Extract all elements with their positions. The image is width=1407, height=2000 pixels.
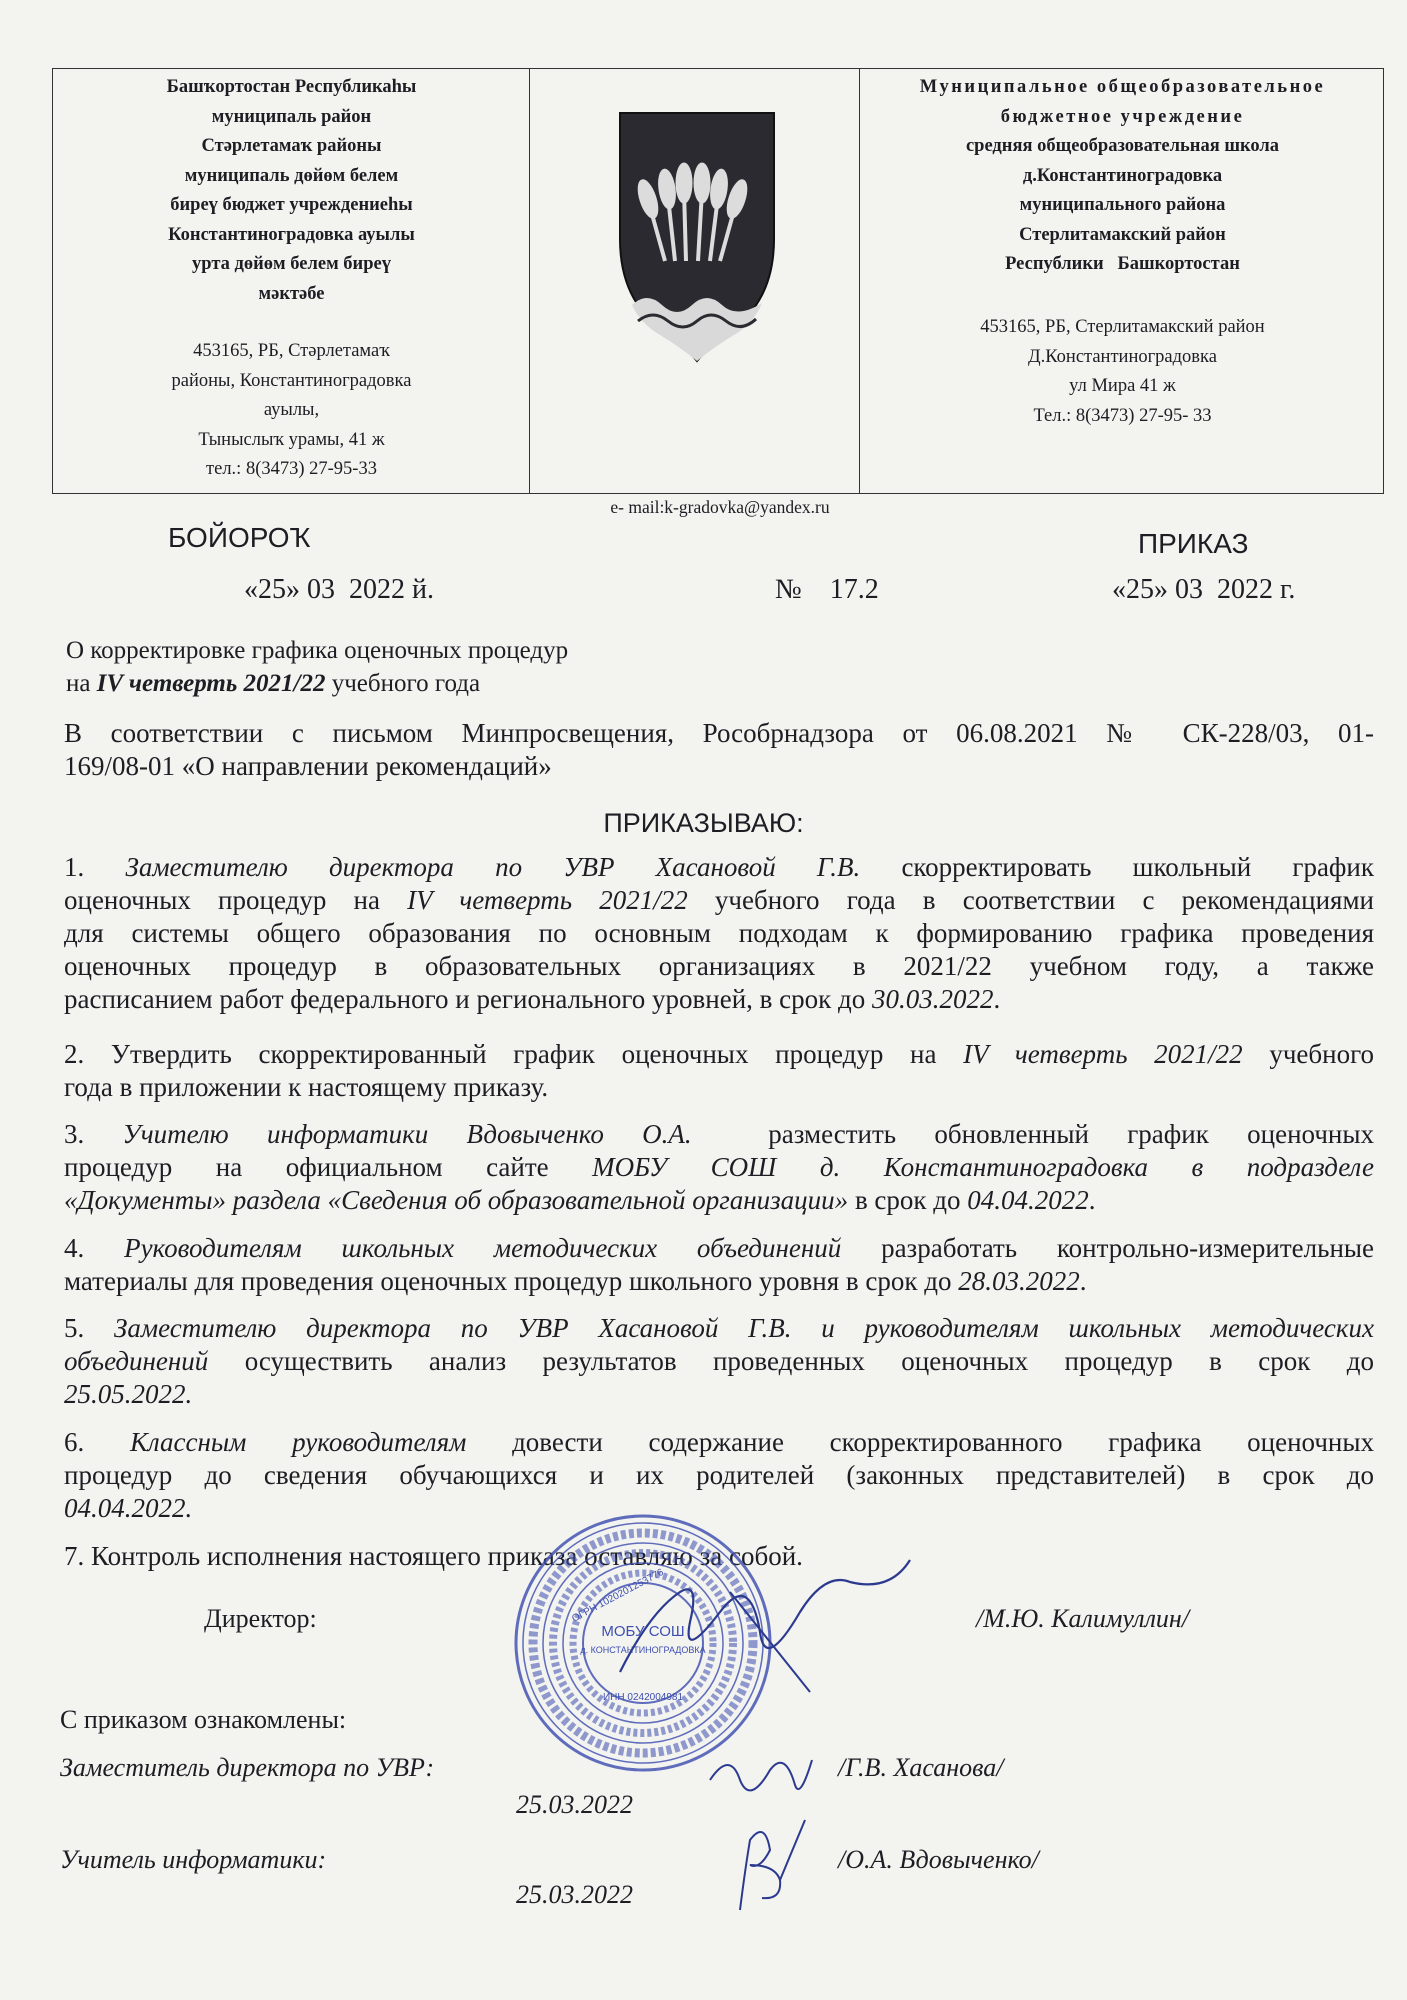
item-number: 1. xyxy=(64,852,126,882)
acquainted-heading: С приказом ознакомлены: xyxy=(60,1705,347,1734)
address-line: Тыныслыҡ урамы, 41 ж xyxy=(198,429,385,450)
deputy-label: Заместитель директора по УВР: xyxy=(60,1753,435,1782)
item-line xyxy=(64,1038,1374,1071)
item-line xyxy=(64,1345,1374,1378)
address-line: тел.: 8(3473) 27-95-33 xyxy=(206,459,377,479)
item-number: 3. xyxy=(64,1119,123,1149)
order-subject xyxy=(66,634,568,700)
letterhead-line: урта дөйөм белем биреү xyxy=(192,254,391,274)
item-line xyxy=(64,1232,1374,1265)
item-text: осуществить анализ результатов проведенных оценочных процедур в срок до xyxy=(208,1346,1374,1376)
item-line xyxy=(64,1118,1374,1151)
item-text: материалы для проведения оценочных процедур школьного уровня в срок до xyxy=(64,1266,959,1296)
item-period: IV четверть 2021/22 xyxy=(407,885,688,915)
item-text: довести содержание скорректированного графика оценочных xyxy=(466,1427,1375,1457)
subject-line: О корректировке графика оценочных процедур xyxy=(66,637,569,664)
subject-line xyxy=(66,667,568,700)
item-line xyxy=(64,1184,1374,1217)
director-signature xyxy=(610,1552,930,1702)
letterhead-emblem-cell xyxy=(530,69,860,493)
order-item-1 xyxy=(64,851,1374,1016)
order-item-2 xyxy=(64,1038,1374,1104)
item-line: оценочных процедур в образовательных организациях в 2021/22 учебном году, а также xyxy=(64,951,1374,981)
item-text: учебного xyxy=(1242,1039,1374,1069)
teacher-signature xyxy=(720,1810,820,1920)
item-line xyxy=(64,884,1374,917)
item-number: 6. xyxy=(64,1427,130,1457)
address-line: 453165, РБ, Стәрлетамаҡ xyxy=(193,341,390,361)
item-deadline: 04.04.2022 xyxy=(967,1185,1089,1215)
address-line: ауылы, xyxy=(263,400,320,420)
letterhead-line: муниципаль район xyxy=(211,106,372,127)
letterhead-line: Стерлитамакский район xyxy=(1019,224,1226,245)
address-line: Тел.: 8(3473) 27-95- 33 xyxy=(1033,405,1212,426)
deputy-signature xyxy=(700,1740,820,1810)
subject-text: на xyxy=(66,670,97,697)
seal-ogrn: ОГРН 1020201253776 xyxy=(570,1566,666,1625)
order-date-ru: «25» 03 2022 г. xyxy=(1112,574,1296,605)
preamble xyxy=(64,717,1374,783)
item-line xyxy=(64,1151,1374,1184)
item-responsible: Классным руководителям xyxy=(129,1427,467,1457)
letterhead-line: средняя общеобразовательная школа xyxy=(965,136,1280,156)
order-number: № 17.2 xyxy=(775,574,879,605)
item-text: . xyxy=(993,984,1001,1014)
order-item-4 xyxy=(64,1232,1374,1298)
teacher-date: 25.03.2022 xyxy=(516,1880,633,1909)
item-line xyxy=(64,1312,1374,1345)
address-line: Д.Константиноградовка xyxy=(1028,346,1217,367)
teacher-label: Учитель информатики: xyxy=(60,1845,327,1874)
letterhead-right-org xyxy=(860,73,1385,280)
item-deadline: 04.04.2022. xyxy=(64,1493,193,1523)
letterhead-left-org xyxy=(53,73,530,309)
letterhead-line: муниципаль дөйөм белем xyxy=(184,165,399,186)
item-number: 5. xyxy=(64,1313,114,1343)
item-text: процедур на официальном сайте xyxy=(64,1152,593,1182)
seal-text: д. КОНСТАНТИНОГРАДОВКА xyxy=(580,1645,706,1655)
deputy-name: /Г.В. Хасанова/ xyxy=(838,1753,1004,1782)
order-item-6 xyxy=(64,1426,1374,1525)
letterhead-line: Муниципальное общеобразовательное xyxy=(919,77,1326,97)
command-heading: ПРИКАЗЫВАЮ: xyxy=(603,808,804,838)
preamble-line: 169/08-01 «О направлении рекомендаций» xyxy=(64,751,552,781)
letterhead-line: бюджетное учреждение xyxy=(1000,106,1245,127)
item-line xyxy=(64,1265,1374,1298)
subject-text: учебного года xyxy=(325,670,481,697)
order-title-bash: БОЙОРОҠ xyxy=(168,522,311,553)
letterhead-line: Республики Башкортостан xyxy=(1005,254,1240,274)
letterhead-line: д.Константиноградовка xyxy=(1022,165,1223,186)
item-line: процедур до сведения обучающихся и их родителей (законных представителей) в срок до xyxy=(64,1460,1374,1490)
letterhead-right-address xyxy=(860,313,1385,431)
letterhead-left-cell xyxy=(53,69,530,493)
order-title-ru: ПРИКАЗ xyxy=(1138,528,1249,559)
letterhead-line: Стәрлетамаҡ районы xyxy=(201,136,382,156)
order-date-bash: «25» 03 2022 й. xyxy=(244,574,434,605)
item-line xyxy=(64,851,1374,884)
item-text: скорректировать школьный график xyxy=(860,852,1374,882)
item-line xyxy=(64,1378,1374,1411)
address-line: районы, Константиноградовка xyxy=(171,370,412,391)
item-site-section: МОБУ СОШ д. Константиноградовка в подразделе xyxy=(592,1152,1374,1182)
letterhead-right-cell xyxy=(860,69,1383,493)
letterhead-line: Башҡортостан Республикаһы xyxy=(166,77,417,97)
letterhead-left-address xyxy=(53,337,530,485)
item-responsible: Учителю информатики Вдовыченко О.А. xyxy=(122,1119,692,1149)
item-text: разработать контрольно-измерительные xyxy=(841,1233,1375,1263)
letterhead-line: биреү бюджет учреждениеһы xyxy=(170,195,413,215)
letterhead-table xyxy=(52,68,1384,494)
order-item-5 xyxy=(64,1312,1374,1411)
item-responsible: объединений xyxy=(64,1346,209,1376)
seal-text: МОБУ СОШ xyxy=(601,1623,685,1640)
item-deadline: 28.03.2022 xyxy=(958,1266,1080,1296)
director-label: Директор: xyxy=(204,1604,317,1633)
seal-inn: ИНН 0242004981 xyxy=(602,1692,684,1703)
letterhead-line: мәктәбе xyxy=(258,283,325,304)
item-text: . xyxy=(1079,1266,1087,1296)
item-line xyxy=(64,983,1374,1016)
item-text: оценочных процедур на xyxy=(64,885,408,915)
item-text: . xyxy=(1088,1185,1096,1215)
teacher-name: /О.А. Вдовыченко/ xyxy=(838,1845,1039,1874)
letterhead-line: Константиноградовка ауылы xyxy=(168,224,415,245)
preamble-line: В соответствии с письмом Минпросвещения, Рособрнадзора от 06.08.2021 № СК-228/03, 01- xyxy=(64,718,1374,748)
item-line: 7. Контроль исполнения настоящего приказа оставляю за собой. xyxy=(64,1541,803,1571)
item-text: в срок до xyxy=(848,1185,968,1215)
item-text: разместить обновленный график оценочных xyxy=(691,1119,1374,1149)
item-deadline: 30.03.2022 xyxy=(871,984,994,1014)
address-line: ул Мира 41 ж xyxy=(1069,376,1176,396)
item-text: учебного года в соответствии с рекомендациями xyxy=(687,885,1374,915)
item-responsible: Заместителю директора по УВР Хасановой Г.В. и руководителям школьных методических xyxy=(114,1313,1374,1343)
director-name: /М.Ю. Калимуллин/ xyxy=(976,1604,1190,1633)
item-site-section: «Документы» раздела «Сведения об образовательной организации» xyxy=(64,1185,849,1215)
item-number: 4. xyxy=(64,1233,125,1263)
coat-of-arms-icon xyxy=(530,69,860,495)
item-period: IV четверть 2021/22 xyxy=(963,1039,1243,1069)
order-item-3 xyxy=(64,1118,1374,1217)
item-line: года в приложении к настоящему приказу. xyxy=(64,1072,549,1102)
deputy-date: 25.03.2022 xyxy=(516,1790,633,1819)
item-deadline: 25.05.2022. xyxy=(64,1379,193,1409)
item-line: для системы общего образования по основным подходам к формированию графика проведения xyxy=(64,918,1374,948)
item-text: 2. Утвердить скорректированный график оценочных процедур на xyxy=(64,1039,964,1069)
item-responsible: Заместителю директора по УВР Хасановой Г.В. xyxy=(125,852,861,882)
letterhead-line: муниципального района xyxy=(1019,195,1226,215)
email-line: e- mail:k-gradovka@yandex.ru xyxy=(610,497,830,517)
item-text: расписанием работ федерального и регионального уровней, в срок до xyxy=(64,984,872,1014)
address-line: 453165, РБ, Стерлитамакский район xyxy=(980,317,1265,337)
subject-period: IV четверть 2021/22 xyxy=(96,670,326,697)
item-responsible: Руководителям школьных методических объединений xyxy=(124,1233,842,1263)
item-line xyxy=(64,1426,1374,1459)
